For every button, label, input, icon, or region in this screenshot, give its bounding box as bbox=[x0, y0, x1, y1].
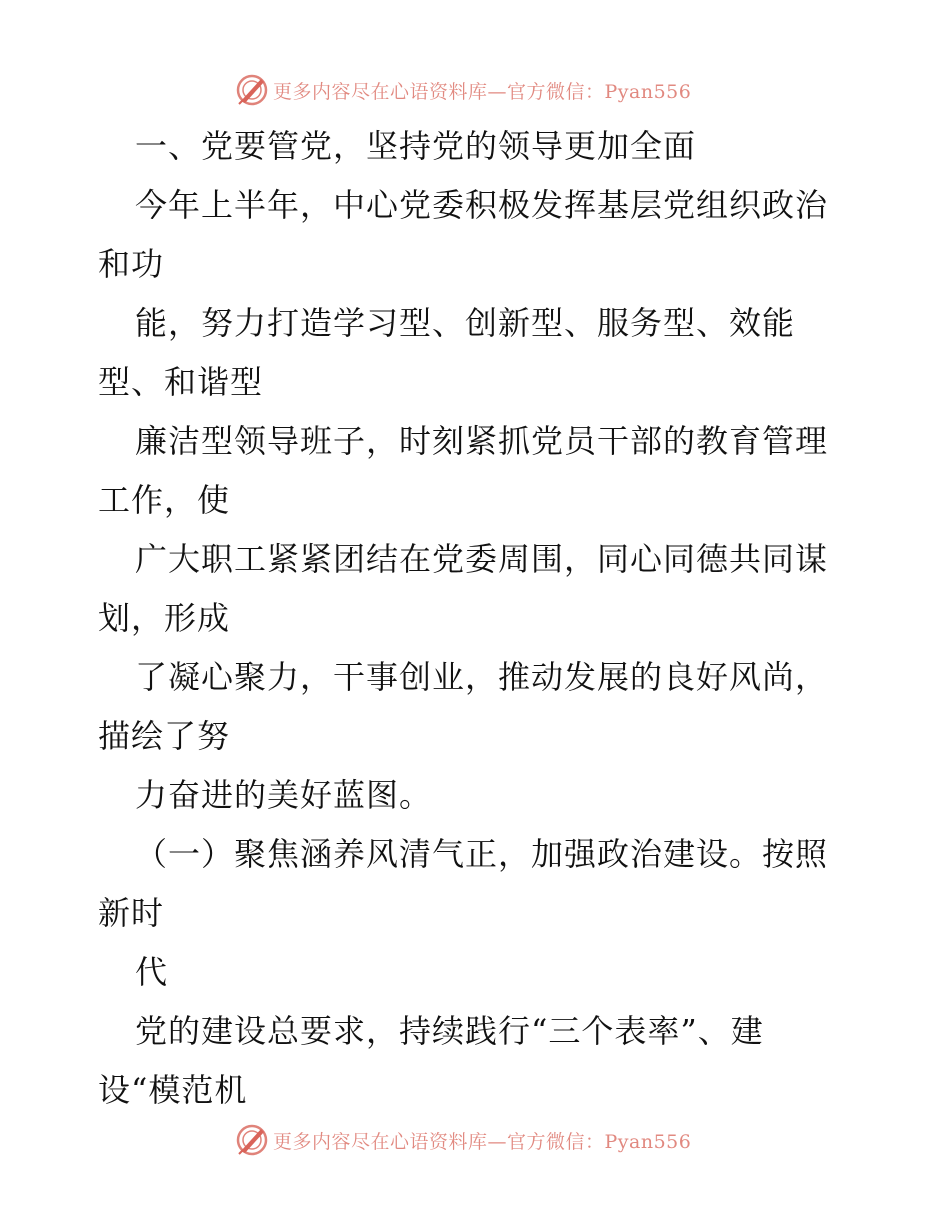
paragraph-line: 新时 bbox=[98, 894, 165, 932]
paragraph-line: 描绘了努 bbox=[98, 717, 231, 755]
paragraph-line: 设“模范机 bbox=[98, 1071, 248, 1109]
paragraph-line: 代 bbox=[135, 953, 169, 991]
watermark-text: 更多内容尽在心语资料库—官方微信：Pyan556 bbox=[273, 1130, 692, 1153]
paragraph-line: 了凝心聚力，干事创业，推动发展的良好风尚， bbox=[135, 658, 829, 696]
paragraph-line: 工作，使 bbox=[98, 481, 231, 519]
section-heading: 一、党要管党，坚持党的领导更加全面 bbox=[135, 127, 697, 165]
paragraph-line: 廉洁型领导班子，时刻紧抓党员干部的教育管理 bbox=[135, 422, 829, 460]
paragraph-line: 能，努力打造学习型、创新型、服务型、效能 bbox=[135, 304, 796, 342]
paragraph-line: 力奋进的美好蓝图。 bbox=[135, 776, 433, 814]
paragraph-line: 划，形成 bbox=[98, 599, 231, 637]
paragraph-line: 党的建设总要求，持续践行“三个表率”、建 bbox=[135, 1012, 764, 1050]
paragraph-line: 广大职工紧紧团结在党委周围，同心同德共同谋 bbox=[135, 540, 829, 578]
paragraph-line: 今年上半年，中心党委积极发挥基层党组织政治 bbox=[135, 186, 829, 224]
subsection-heading: （一）聚焦涵养风清气正，加强政治建设。按照 bbox=[135, 835, 829, 873]
quill-seal-icon bbox=[235, 1123, 269, 1157]
quill-seal-icon bbox=[235, 73, 269, 107]
watermark-text: 更多内容尽在心语资料库—官方微信：Pyan556 bbox=[273, 80, 692, 103]
header-watermark bbox=[235, 70, 691, 110]
footer-watermark bbox=[235, 1120, 691, 1160]
paragraph-line: 和功 bbox=[98, 245, 165, 283]
paragraph-line: 型、和谐型 bbox=[98, 363, 264, 401]
